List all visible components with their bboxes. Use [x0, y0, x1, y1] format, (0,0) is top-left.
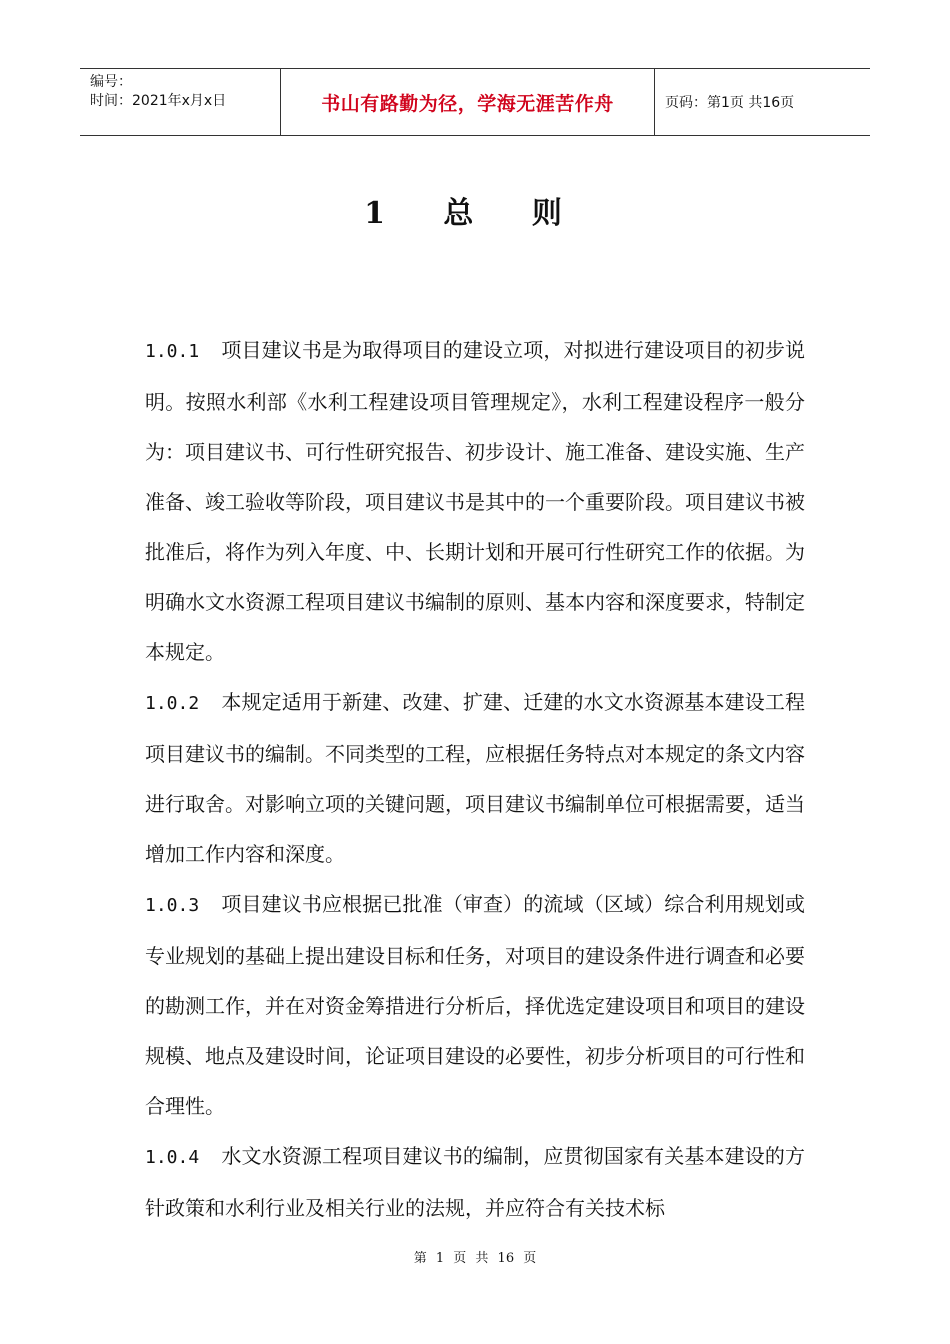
- clause-text: 本规定适用于新建、改建、扩建、迁建的水文水资源基本建设工程项目建议书的编制。不同类型的工程，应根据任务特点对本规定的条文内容进行取舍。对影响立项的关键问题，项目建议书编制单位可根据需要，适当增加工作内容和深度。: [145, 690, 805, 866]
- chapter-title: 1 总 则: [364, 196, 586, 231]
- document-body: [145, 325, 805, 1233]
- page-header: [80, 68, 870, 136]
- clause-1-0-2: [145, 677, 805, 879]
- document-date: 时间：2021年x月x日: [90, 93, 227, 109]
- clause-number: 1.0.3: [145, 895, 200, 916]
- clause-text: 项目建议书应根据已批准（审查）的流域（区域）综合利用规划或专业规划的基础上提出建设目标和任务，对项目的建设条件进行调查和必要的勘测工作，并在对资金筹措进行分析后，择优选定建设项目和项目的建设规模、地点及建设时间，论证项目建设的必要性，初步分析项目的可行性和合理性。: [145, 892, 805, 1118]
- page-footer: 第 1 页 共 16 页: [413, 1251, 537, 1266]
- clause-1-0-4: [145, 1131, 805, 1233]
- clause-number: 1.0.2: [145, 693, 200, 714]
- clause-number: 1.0.1: [145, 341, 200, 362]
- header-meta: [80, 69, 281, 135]
- clause-number: 1.0.4: [145, 1147, 200, 1168]
- clause-text: 水文水资源工程项目建议书的编制，应贯彻国家有关基本建设的方针政策和水利行业及相关行业的法规，并应符合有关技术标: [145, 1144, 805, 1220]
- header-motto-cell: [281, 69, 655, 135]
- clause-1-0-1: [145, 325, 805, 677]
- clause-1-0-3: [145, 879, 805, 1131]
- header-motto: 书山有路勤为径，学海无涯苦作舟: [321, 92, 614, 115]
- clause-text: 项目建议书是为取得项目的建设立项，对拟进行建设项目的初步说明。按照水利部《水利工程建设项目管理规定》，水利工程建设程序一般分为：项目建议书、可行性研究报告、初步设计、施工准备、建设实施、生产准备、竣工验收等阶段，项目建议书是其中的一个重要阶段。项目建议书被批准后，将作为列入年度、中、长期计划和开展可行性研究工作的依据。为明确水文水资源工程项目建议书编制的原则、基本内容和深度要求，特制定本规定。: [145, 338, 805, 664]
- document-number-label: 编号：: [90, 74, 132, 90]
- header-page-info: 页码：第1页 共16页: [665, 95, 795, 111]
